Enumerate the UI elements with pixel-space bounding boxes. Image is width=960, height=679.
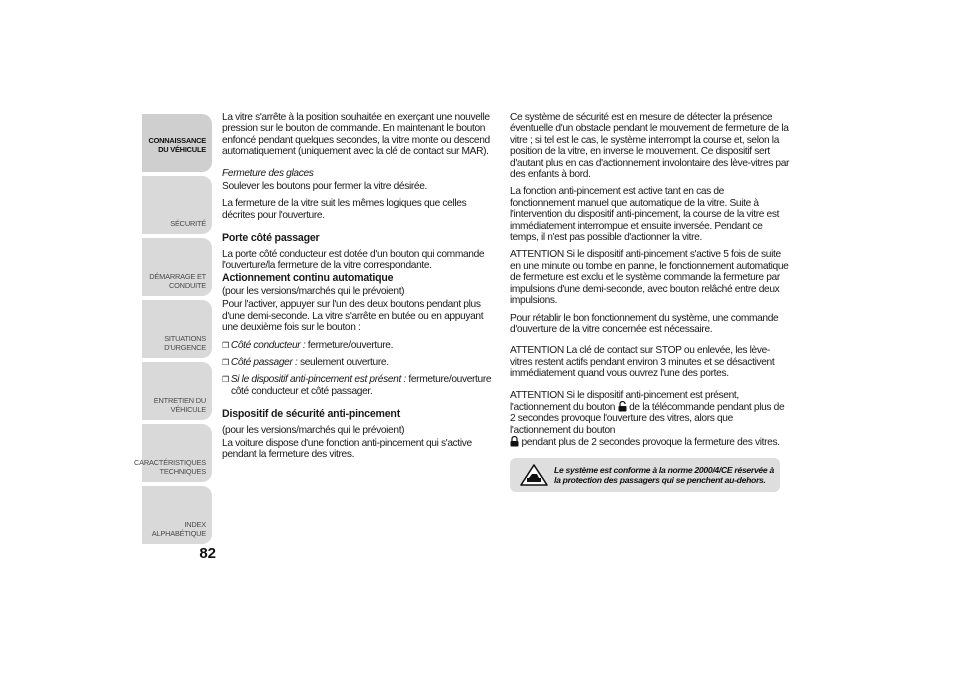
list-item: ❒ Côté conducteur : fermeture/ouverture. [222,339,394,351]
paragraph: Ce système de sécurité est en mesure de détecter la présence éventuelle d'un obstacle pendant le mouvement de fermeture de la vitre ; si tel est le cas, le système interrompt la course et, selon la position de la vitre, en inverse le mouvement. Ce dispositif sert d'autant plus en cas d'actionnement involontaire des lève-vitres par des enfants à bord. [510,112,790,181]
paragraph: ATTENTION Si le dispositif anti-pincement est présent, l'actionnement du bouton de la télécommande pendant plus de 2 secondes provoque l'ouverture des vitres, alors que l'actionnement du bouton pendant plus de 2 secondes provoque la fermeture des vitres. [510,389,785,449]
lock-icon [510,436,519,447]
checkbox-bullet-icon: ❒ [222,375,229,385]
paragraph: Soulever les boutons pour fermer la vitre désirée. [222,181,428,193]
paragraph: La fonction anti-pincement est active tant en cas de fonctionnement manuel que automatique de la vitre. Suite à l'intervention du dispositif anti-pincement, la course de la vitre est immédiatement interrompue et ensuite inversée. Pendant ce temps, il n'est pas possible d'actionner la vitre. [510,186,780,244]
list-item: ❒ Si le dispositif anti-pincement est présent : fermeture/ouverture côté conducteur et côté passager. [222,374,492,397]
heading-continuous-action: Actionnement continu automatique [222,272,394,285]
left-column [222,112,498,467]
page-number: 82 [199,545,216,562]
chapter-tabs [134,114,212,548]
tab-demarrage-et-conduite[interactable]: DÉMARRAGE ET CONDUITE [142,238,212,296]
right-column [510,112,790,455]
heading-anti-pinch: Dispositif de sécurité anti-pincement [222,408,401,421]
checkbox-bullet-icon: ❒ [222,340,229,350]
paragraph: ATTENTION Si le dispositif anti-pincement s'active 5 fois de suite en une minute ou tombe en panne, le fonctionnement automatique de fermeture est exclu et le système commande la fermeture par impulsions d'une demi-seconde, avec bouton relâché entre deux impulsions. [510,249,789,307]
tab-caracteristiques-techniques[interactable]: CARACTÉRISTIQUES TECHNIQUES [142,424,212,482]
paragraph: ATTENTION La clé de contact sur STOP ou enlevée, les lève-vitres restent actifs pendant environ 3 minutes et se désactivent immédiatement quand vous ouvrez l'une des portes. [510,345,775,380]
paragraph: Pour l'activer, appuyer sur l'un des deux boutons pendant plus d'une demi-seconde. La vitre s'arrête en butée ou en appuyant une deuxième fois sur le bouton : [222,299,484,334]
tab-entretien-du-vehicule[interactable]: ENTRETIEN DU VÉHICULE [142,362,212,420]
paragraph: La vitre s'arrête à la position souhaitée en exerçant une nouvelle pression sur le bouton de commande. En maintenant le bouton enfoncé pendant quelques secondes, la vitre monte ou descend automatiquement (uniquement avec la clé de contact sur MAR). [222,112,490,158]
paragraph: La voiture dispose d'une fonction anti-pincement qui s'active pendant la fermeture des vitres. [222,437,472,461]
unlock-icon [618,401,627,412]
heading-passenger-door: Porte côté passager [222,232,320,245]
paragraph: Pour rétablir le bon fonctionnement du système, une commande d'ouverture de la vitre concernée est nécessaire. [510,312,779,335]
warning-text: Le système est conforme à la norme 2000/4/CE réservée à la protection des passagers qui se penchent au-dehors. [554,465,774,485]
paragraph: (pour les versions/marchés qui le prévoient) [222,285,405,297]
warning-triangle-icon [520,464,548,486]
tab-connaissance-du-vehicule[interactable]: CONNAISSANCE DU VÉHICULE [142,114,212,172]
tab-index-alphabetique[interactable]: INDEX ALPHABÉTIQUE [142,486,212,544]
paragraph: La porte côté conducteur est dotée d'un bouton qui commande l'ouverture/la fermeture de la vitre correspondante. [222,248,485,272]
section-subtitle: Fermeture des glaces [222,167,314,179]
checkbox-bullet-icon: ❒ [222,357,229,367]
tab-situations-d-urgence[interactable]: SITUATIONS D'URGENCE [142,300,212,358]
paragraph: (pour les versions/marchés qui le prévoient) [222,424,405,436]
warning-box [510,458,780,492]
list-item: ❒ Côté passager : seulement ouverture. [222,356,389,368]
tab-securite[interactable]: SÉCURITÉ [142,176,212,234]
paragraph: La fermeture de la vitre suit les mêmes logiques que celles décrites pour l'ouverture. [222,198,467,221]
